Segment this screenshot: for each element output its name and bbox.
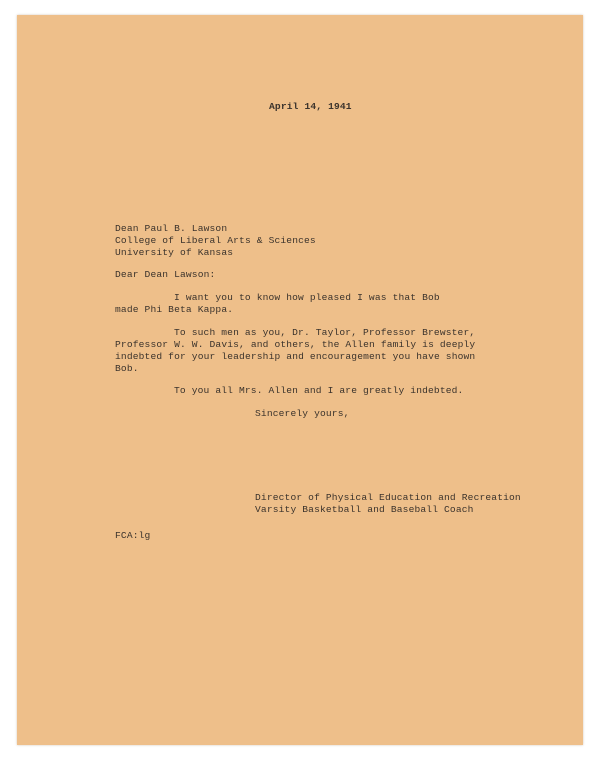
reference-initials: FCA:lg [115,530,151,541]
salutation: Dear Dean Lawson: [115,269,216,280]
signature-title-1: Director of Physical Education and Recreation [255,492,521,503]
letter-page [17,15,583,745]
paragraph-2-line-1: To such men as you, Dr. Taylor, Professor Brewster, [174,327,476,338]
signature-title-2: Varsity Basketball and Baseball Coach [255,504,474,515]
recipient-university: University of Kansas [115,247,234,258]
paragraph-3: To you all Mrs. Allen and I are greatly indebted. [174,385,464,396]
letter-date: April 14, 1941 [269,101,352,112]
closing: Sincerely yours, [255,408,350,419]
paragraph-2-line-2: Professor W. W. Davis, and others, the Allen family is deeply [115,339,476,350]
recipient-college: College of Liberal Arts & Sciences [115,235,316,246]
paragraph-2-line-4: Bob. [115,363,139,374]
recipient-name: Dean Paul B. Lawson [115,223,228,234]
paragraph-2-line-3: indebted for your leadership and encouragement you have shown [115,351,476,362]
paragraph-1-line-2: made Phi Beta Kappa. [115,304,234,315]
paragraph-1-line-1: I want you to know how pleased I was that Bob [174,292,440,303]
